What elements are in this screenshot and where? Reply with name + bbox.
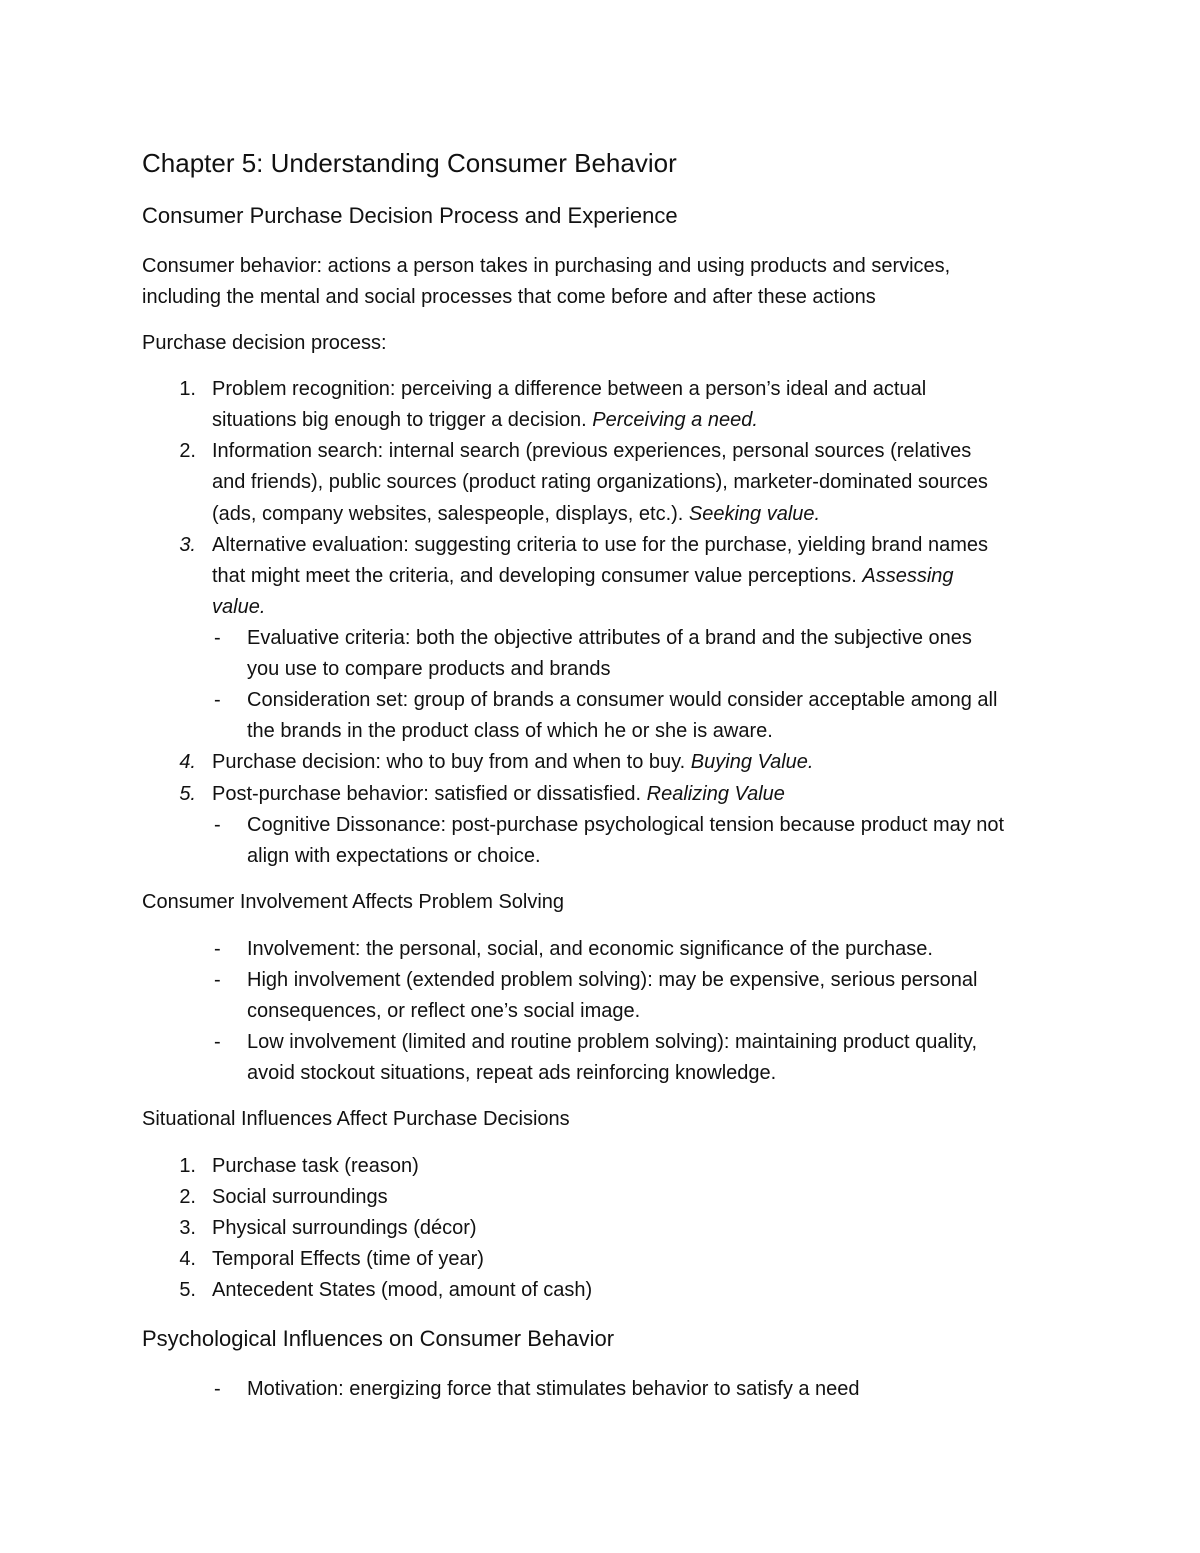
- bullet-dash: -: [214, 938, 221, 960]
- sub-item-text: Evaluative criteria: both the objective attributes of a brand and the subjective ones: [247, 627, 972, 649]
- list-number: 2.: [179, 1186, 196, 1208]
- list-number: 5.: [179, 783, 196, 805]
- section-heading-involvement: Consumer Involvement Affects Problem Solving: [142, 891, 565, 913]
- list-item-text: Motivation: energizing force that stimulates behavior to satisfy a need: [247, 1378, 860, 1400]
- bullet-dash: -: [214, 1031, 221, 1053]
- list-item-text: Problem recognition: perceiving a difference between a person’s ideal and actual: [212, 378, 927, 400]
- list-item-text: Post-purchase behavior: satisfied or dissatisfied. Realizing Value: [212, 783, 785, 805]
- bullet-dash: -: [214, 969, 221, 991]
- list-item-text: Low involvement (limited and routine problem solving): maintaining product quality,: [247, 1031, 977, 1053]
- list-item-text: Antecedent States (mood, amount of cash): [212, 1279, 593, 1301]
- section-heading-situational: Situational Influences Affect Purchase Decisions: [142, 1108, 570, 1130]
- list-number: 1.: [179, 1155, 196, 1177]
- list-item-text: High involvement (extended problem solving): may be expensive, serious personal: [247, 969, 978, 991]
- list-number: 4.: [179, 1248, 196, 1270]
- list-item-text: Alternative evaluation: suggesting criteria to use for the purchase, yielding brand names: [212, 534, 989, 556]
- sub-item-text: align with expectations or choice.: [247, 845, 541, 867]
- list-item-text: (ads, company websites, salespeople, displays, etc.). Seeking value.: [212, 503, 821, 525]
- chapter-title: Chapter 5: Understanding Consumer Behavior: [142, 148, 677, 178]
- list-item-text: and friends), public sources (product rating organizations), marketer-dominated sources: [212, 471, 988, 493]
- list-item-text: value.: [212, 596, 266, 618]
- list-number: 4.: [179, 751, 196, 773]
- list-item-text: that might meet the criteria, and developing consumer value perceptions. Assessing: [212, 565, 954, 587]
- list-item-text: situations big enough to trigger a decision. Perceiving a need.: [212, 409, 758, 431]
- bullet-dash: -: [214, 689, 221, 711]
- list-item-text: Social surroundings: [212, 1186, 388, 1208]
- list-number: 1.: [179, 378, 196, 400]
- list-item-text: avoid stockout situations, repeat ads reinforcing knowledge.: [247, 1062, 777, 1084]
- section-heading-decision-process: Consumer Purchase Decision Process and Experience: [142, 203, 678, 228]
- sub-item-text: the brands in the product class of which he or she is aware.: [247, 720, 773, 742]
- list-number: 3.: [179, 534, 196, 556]
- sub-item-text: Consideration set: group of brands a consumer would consider acceptable among all: [247, 689, 998, 711]
- list-item-text: Temporal Effects (time of year): [212, 1248, 484, 1270]
- sub-item-text: Cognitive Dissonance: post-purchase psychological tension because product may not: [247, 814, 1005, 836]
- bullet-dash: -: [214, 1378, 221, 1400]
- definition-line-2: including the mental and social processes that come before and after these actions: [142, 286, 876, 308]
- sub-item-text: you use to compare products and brands: [247, 658, 611, 680]
- list-item-text: Purchase decision: who to buy from and when to buy. Buying Value.: [212, 751, 814, 773]
- list-number: 3.: [179, 1217, 196, 1239]
- section-heading-psychological: Psychological Influences on Consumer Behavior: [142, 1326, 615, 1351]
- bullet-dash: -: [214, 814, 221, 836]
- purchase-decision-process-label: Purchase decision process:: [142, 332, 387, 354]
- list-item-text: Physical surroundings (décor): [212, 1217, 477, 1239]
- list-item-text: consequences, or reflect one’s social image.: [247, 1000, 641, 1022]
- list-item-text: Purchase task (reason): [212, 1155, 419, 1177]
- definition-line-1: Consumer behavior: actions a person takes in purchasing and using products and services,: [142, 255, 951, 277]
- list-item-text: Involvement: the personal, social, and economic significance of the purchase.: [247, 938, 933, 960]
- list-number: 5.: [179, 1279, 196, 1301]
- bullet-dash: -: [214, 627, 221, 649]
- list-number: 2.: [179, 440, 196, 462]
- list-item-text: Information search: internal search (previous experiences, personal sources (relatives: [212, 440, 972, 462]
